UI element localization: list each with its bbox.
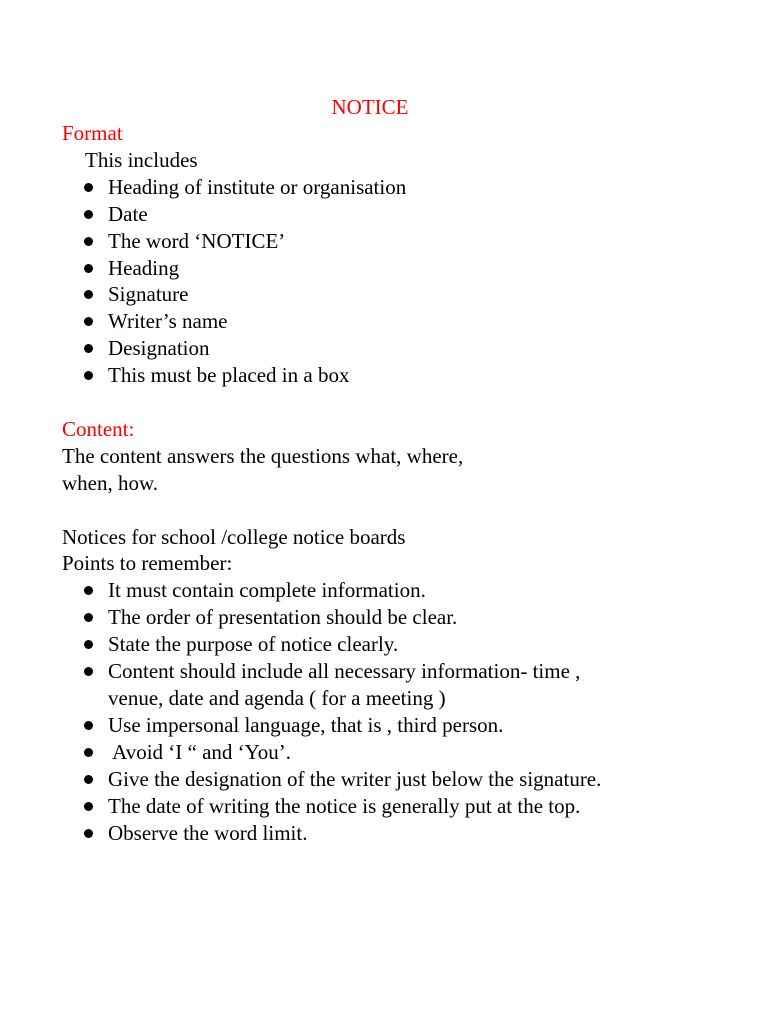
list-item: State the purpose of notice clearly. (62, 631, 702, 658)
list-item (62, 658, 702, 712)
format-intro: This includes (85, 147, 198, 172)
list-item: Date (62, 201, 702, 228)
points-heading: Points to remember: (62, 551, 233, 576)
spacer (62, 497, 702, 524)
format-heading: Format (62, 121, 123, 145)
points-list (62, 577, 702, 846)
list-item: Heading of institute or organisation (62, 174, 702, 201)
format-list (62, 174, 702, 389)
content-text-line: when, how. (62, 470, 159, 495)
notices-subheading: Notices for school /college notice boards (62, 524, 406, 549)
list-item: Heading (62, 255, 702, 282)
content-heading: Content: (62, 416, 135, 441)
list-item-line: Content should include all necessary information- time , (108, 659, 581, 684)
spacer (62, 389, 702, 416)
list-item: Writer’s name (62, 308, 702, 335)
list-item: Observe the word limit. (62, 820, 702, 847)
format-section (62, 120, 702, 846)
list-item: The word ‘NOTICE’ (62, 228, 702, 255)
list-item: It must contain complete information. (62, 577, 702, 604)
content-text-line: The content answers the questions what, where, (62, 443, 464, 468)
list-item: This must be placed in a box (62, 362, 702, 389)
list-item: The order of presentation should be clear. (62, 604, 702, 631)
list-item: Designation (62, 335, 702, 362)
list-item: Signature (62, 281, 702, 308)
list-item: Use impersonal language, that is , third person. (62, 712, 702, 739)
list-item-line: venue, date and agenda ( for a meeting ) (108, 686, 446, 710)
list-item: Give the designation of the writer just below the signature. (62, 766, 702, 793)
page-title: NOTICE (331, 95, 409, 119)
list-item: The date of writing the notice is generally put at the top. (62, 793, 702, 820)
list-item: Avoid ‘I “ and ‘You’. (62, 739, 702, 766)
